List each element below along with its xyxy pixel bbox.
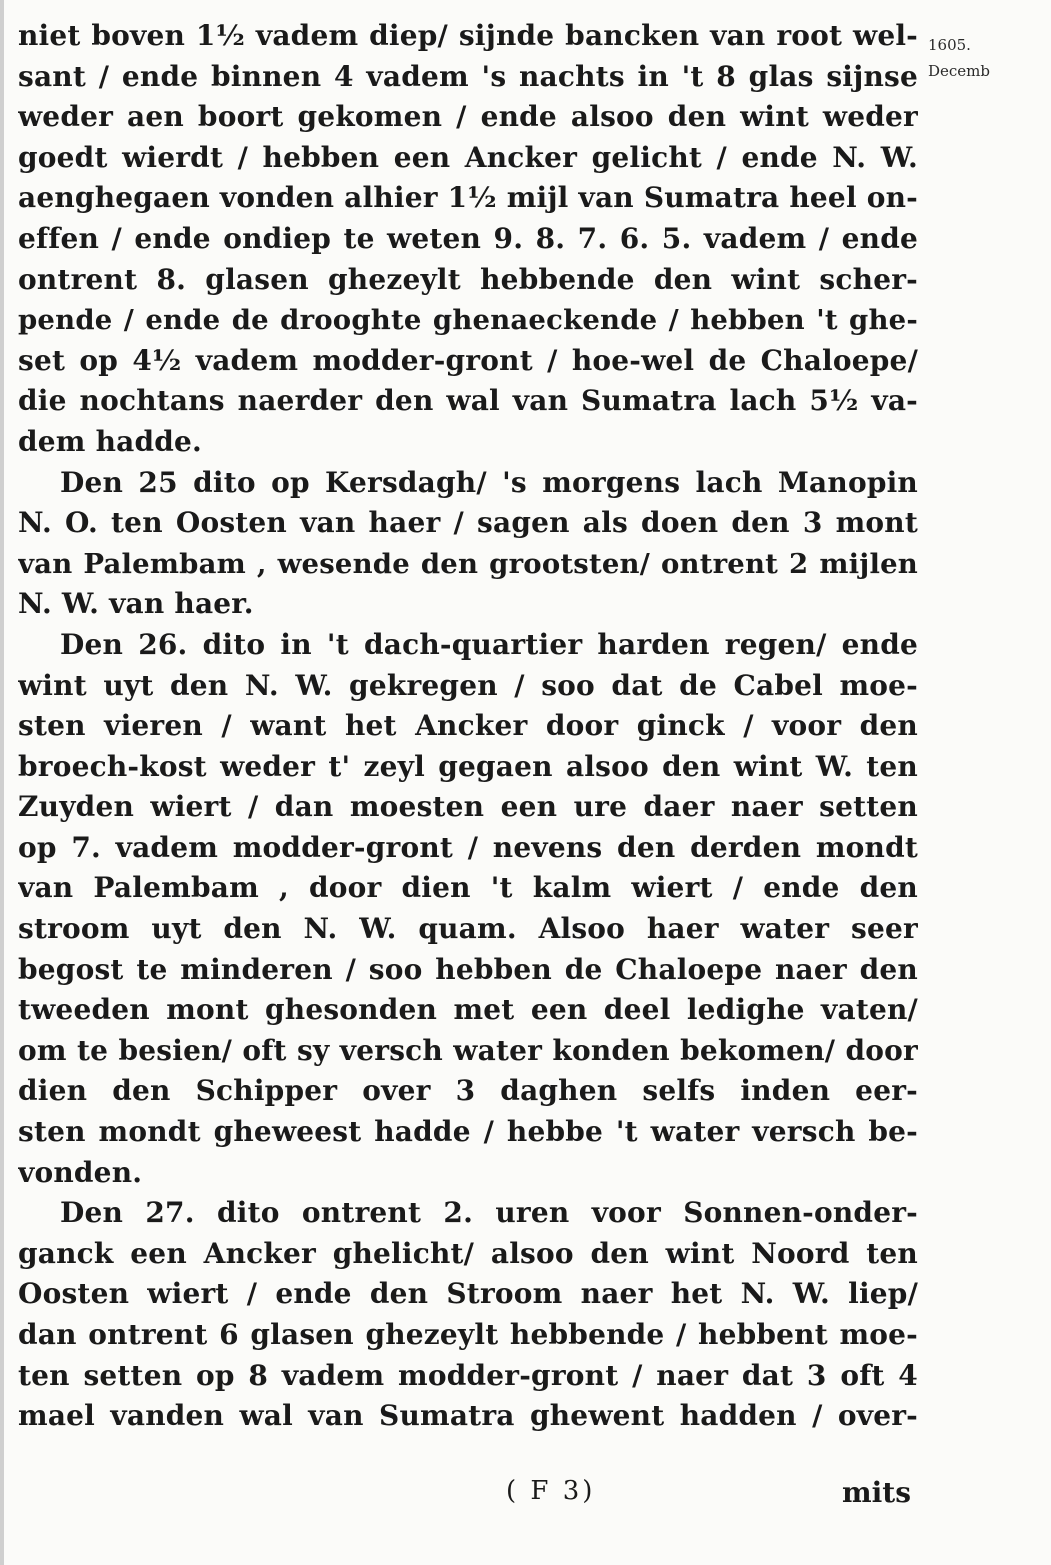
signature-mark: ( F 3): [506, 1476, 596, 1506]
text-line-paragraph-start: Den 27. dito ontrent 2. uren voor Sonnen-onder-: [60, 1196, 918, 1230]
page-edge-shadow: [0, 0, 4, 1565]
text-line: sant / ende binnen 4 vadem 's nachts in 't 8 glas sijnse: [18, 59, 918, 93]
text-line: Oosten wiert / ende den Stroom naer het N. W. liep/: [18, 1277, 918, 1311]
text-line: om te besien/ oft sy versch water konden bekomen/ door: [18, 1033, 918, 1067]
text-line: sten mondt gheweest hadde / hebbe 't water versch be-: [18, 1115, 918, 1149]
text-line-paragraph-start: Den 25 dito op Kersdagh/ 's morgens lach Manopin: [60, 465, 918, 499]
text-line: ontrent 8. glasen ghezeylt hebbende den wint scher-: [18, 262, 918, 296]
text-line: ten setten op 8 vadem modder-gront / naer dat 3 oft 4: [18, 1358, 918, 1392]
catchword: mits: [842, 1476, 911, 1509]
text-line: Zuyden wiert / dan moesten een ure daer naer setten: [18, 790, 918, 824]
text-line: goedt wierdt / hebben een Ancker gelicht / ende N. W.: [18, 140, 918, 174]
text-line: N. O. ten Oosten van haer / sagen als doen den 3 mont: [18, 506, 918, 540]
text-line: pende / ende de drooghte ghenaeckende / hebben 't ghe-: [18, 304, 918, 337]
margin-note-year: 1605.: [928, 36, 971, 54]
text-line: wint uyt den N. W. gekregen / soo dat de Cabel moe-: [18, 668, 918, 702]
text-line: van Palembam , wesende den grootsten/ ontrent 2 mijlen: [18, 547, 918, 580]
body-text: [18, 16, 918, 1437]
text-line: broech-kost weder t' zeyl gegaen alsoo den wint W. ten: [18, 749, 918, 783]
text-line: stroom uyt den N. W. quam. Alsoo haer water seer: [18, 912, 918, 946]
text-line: mael vanden wal van Sumatra ghewent hadden / over-: [18, 1399, 918, 1433]
text-line: sten vieren / want het Ancker door ginck / voor den: [18, 709, 918, 743]
text-line: effen / ende ondiep te weten 9. 8. 7. 6. 5. vadem / ende: [18, 221, 918, 255]
text-line: ganck een Ancker ghelicht/ alsoo den wint Noord ten: [18, 1236, 918, 1270]
text-line-paragraph-end: N. W. van haer.: [18, 587, 254, 621]
text-line: tweeden mont ghesonden met een deel ledighe vaten/: [18, 993, 918, 1027]
margin-note-month: Decemb: [928, 62, 991, 80]
text-line-paragraph-end: dem hadde.: [18, 424, 202, 458]
text-line: dien den Schipper over 3 daghen selfs inden eer-: [18, 1074, 918, 1108]
text-line: begost te minderen / soo hebben de Chaloepe naer den: [18, 952, 918, 986]
text-line: niet boven 1½ vadem diep/ sijnde bancken van root wel-: [18, 19, 918, 52]
text-line: die nochtans naerder den wal van Sumatra lach 5½ va-: [18, 384, 918, 418]
text-line-paragraph-end: vonden.: [18, 1155, 143, 1189]
text-line-paragraph-start: Den 26. dito in 't dach-quartier harden regen/ ende: [60, 627, 918, 661]
text-line: op 7. vadem modder-gront / nevens den derden mondt: [18, 830, 918, 864]
margin-note: [928, 32, 1048, 84]
text-line: dan ontrent 6 glasen ghezeylt hebbende / hebbent moe-: [18, 1318, 918, 1351]
text-line: set op 4½ vadem modder-gront / hoe-wel de Chaloepe/: [18, 343, 918, 377]
text-line: van Palembam , door dien 't kalm wiert / ende den: [18, 871, 918, 905]
text-line: aenghegaen vonden alhier 1½ mijl van Sumatra heel on-: [18, 181, 918, 215]
text-line: weder aen boort gekomen / ende alsoo den wint weder: [18, 100, 918, 134]
